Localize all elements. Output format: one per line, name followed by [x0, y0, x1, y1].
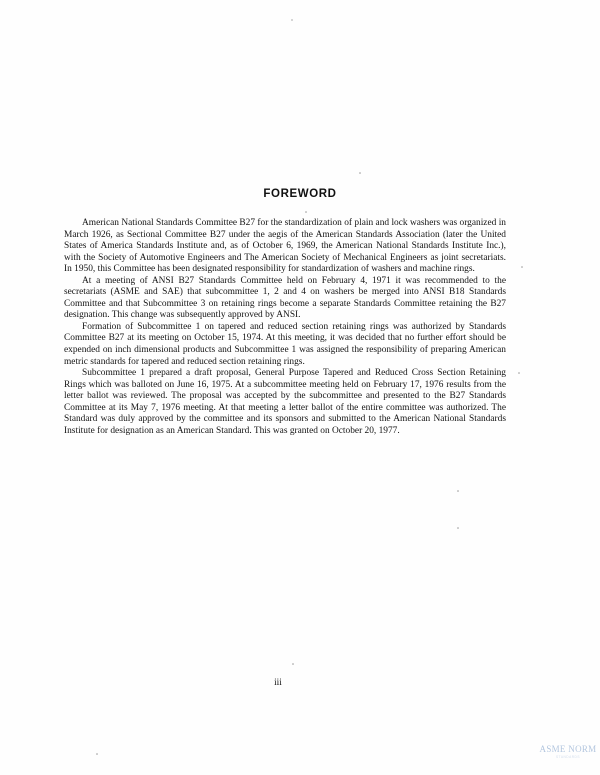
page-title: FOREWORD	[263, 188, 337, 200]
scan-speckle	[292, 663, 294, 665]
scan-speckle	[457, 527, 459, 529]
scan-speckle	[457, 490, 459, 492]
scan-speckle	[96, 753, 98, 755]
scan-speckle	[359, 172, 361, 174]
paragraph: Subcommittee 1 prepared a draft proposal, General Purpose Tapered and Reduced Cross Section Retaining Rings which was balloted on June 16, 1975. At a subcommittee meeting held on February 17, 1976 results from the letter ballot was reviewed. The proposal was accepted by the subcommittee and presented to the B27 Standards Committee at its May 7, 1976 meeting. At that meeting a letter ballot of the entire committee was authorized. The Standard was duly approved by the committee and its sponsors and submitted to the American National Standards Institute for designation as an American Standard. This was granted on October 20, 1977.	[64, 368, 506, 436]
scan-speckle	[521, 266, 523, 268]
foreword-body	[64, 218, 506, 437]
paragraph: At a meeting of ANSI B27 Standards Committee held on February 4, 1971 it was recommended to the secretariats (ASME and SAE) that subcommittee 1, 2 and 4 on washers be merged into ANSI B18 Standards Committee and that Subcommittee 3 on retaining rings become a separate Standards Committee retaining the B27 designation. This change was subsequently approved by ANSI.	[64, 275, 506, 321]
watermark-sublabel: STANDARDS	[556, 755, 580, 759]
page-number: iii	[274, 678, 282, 688]
watermark-label: ASME NORM	[539, 744, 597, 754]
scan-speckle	[518, 372, 520, 374]
paragraph: Formation of Subcommittee 1 on tapered and reduced section retaining rings was authorized by Standards Committee B27 at its meeting on October 15, 1974. At this meeting, it was decided that no further effort should be expended on inch dimensional products and Subcommittee 1 was assigned the responsibility of preparing American metric standards for tapered and reduced section retaining rings.	[64, 321, 506, 367]
scan-speckle	[305, 211, 307, 213]
scan-speckle	[291, 19, 293, 21]
paragraph: American National Standards Committee B27 for the standardization of plain and lock washers was organized in March 1926, as Sectional Committee B27 under the aegis of the American Standards Association (later the United States of America Standards Institute and, as of October 6, 1969, the American National Standards Institute Inc.), with the Society of Automotive Engineers and The American Society of Mechanical Engineers as joint secretariats. In 1950, this Committee has been designated responsibility for standardization of washers and machine rings.	[64, 218, 506, 275]
watermark	[536, 744, 600, 759]
